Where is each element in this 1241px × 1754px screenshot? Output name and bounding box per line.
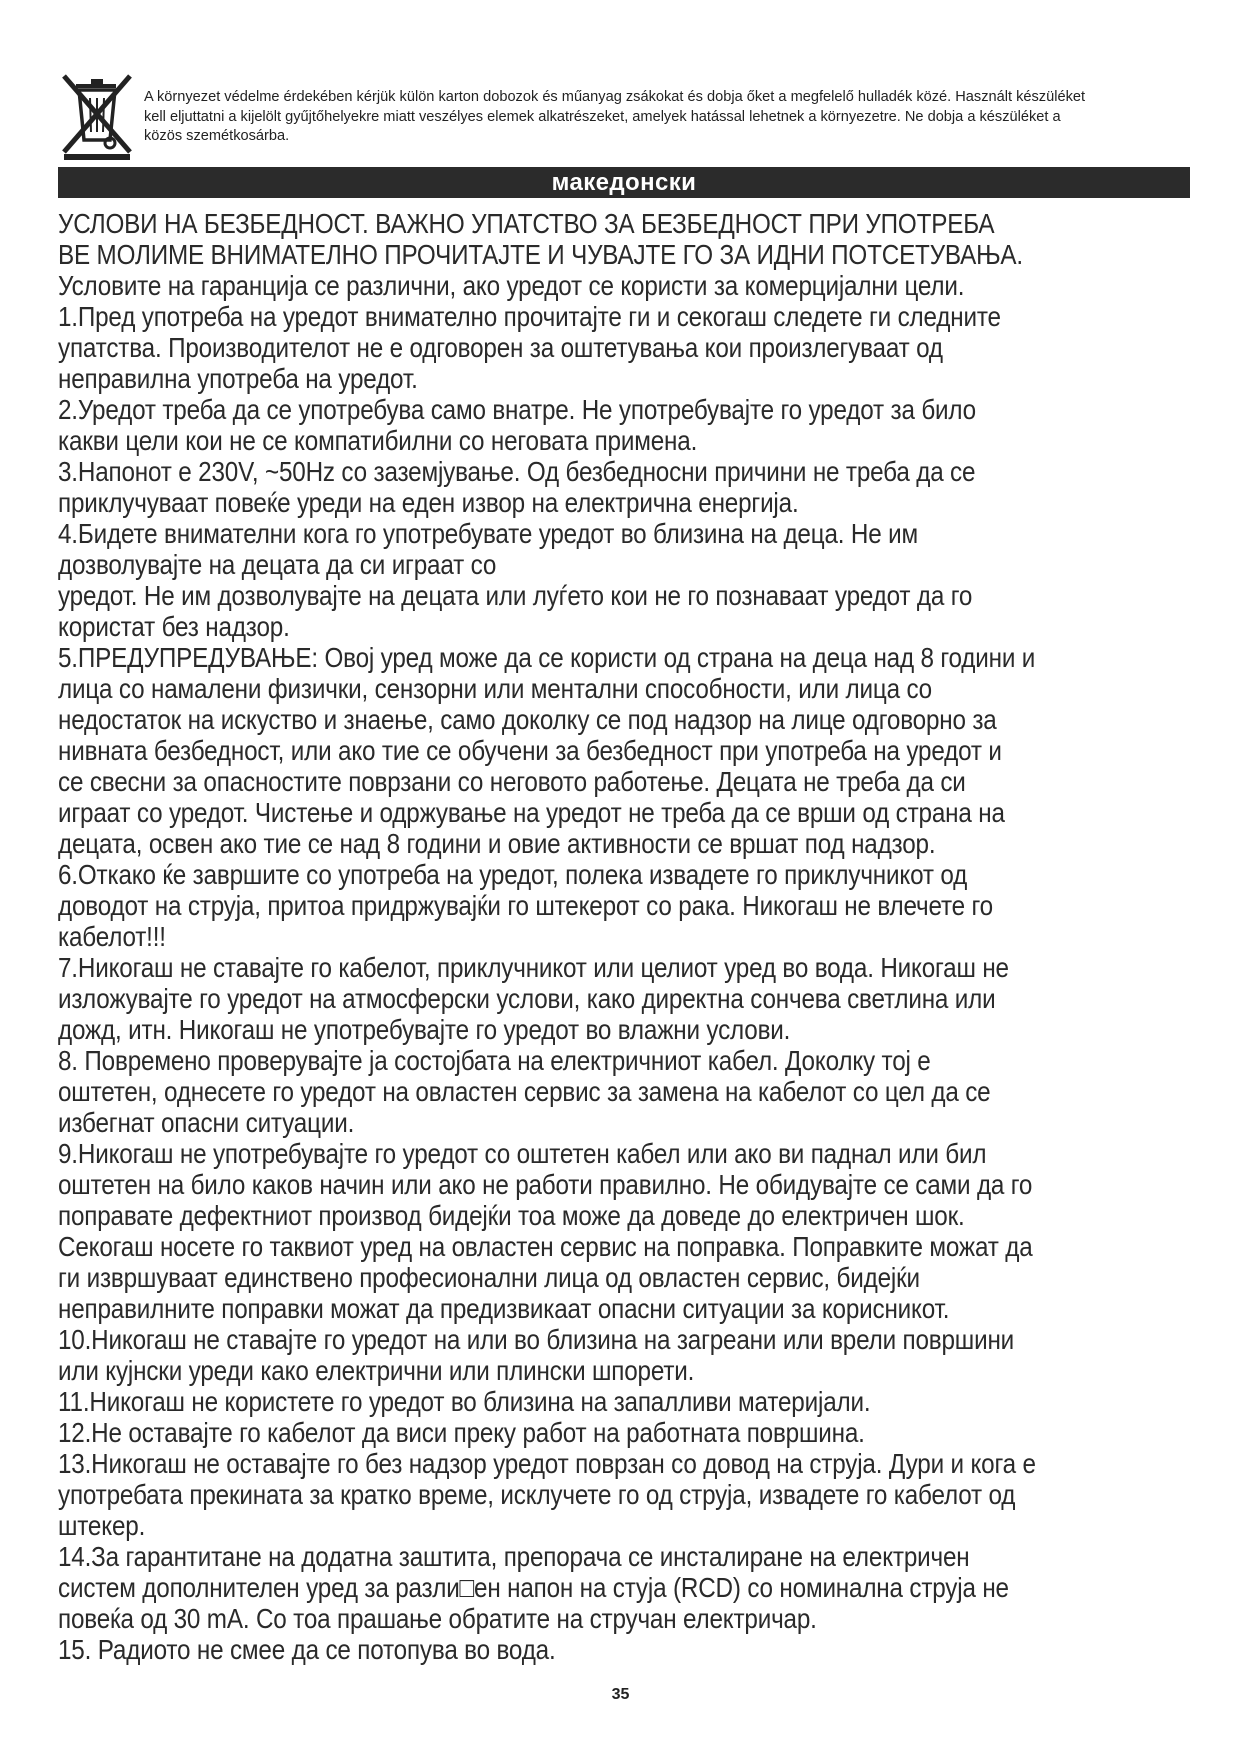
instruction-line: 3.Напонот е 230V, ~50Hz со заземјување. Од безбедносни причини не треба да се bbox=[58, 455, 976, 487]
instruction-line: повеќа од 30 mA. Со тоа прашање обратите на стручан електричар. bbox=[58, 1602, 817, 1634]
disposal-text bbox=[144, 88, 1164, 147]
instruction-line: 10.Никогаш не ставајте го уредот на или во близина на загреани или врели површини bbox=[58, 1323, 1015, 1355]
instruction-line: штекер. bbox=[58, 1509, 146, 1541]
instruction-line: 11.Никогаш не користете го уредот во близина на запалливи материјали. bbox=[58, 1385, 871, 1417]
instruction-line: УСЛОВИ НА БЕЗБЕДНОСТ. ВАЖНО УПАТСТВО ЗА БЕЗБЕДНОСТ ПРИ УПОТРЕБА bbox=[58, 207, 995, 239]
instruction-line: 1.Пред употреба на уредот внимателно прочитајте ги и секогаш следете ги следните bbox=[58, 300, 1001, 332]
instruction-line: 14.За гарантитане на додатна заштита, препорача се инсталиране на електричен bbox=[58, 1540, 970, 1572]
instruction-line: играат со уредот. Чистење и одржување на уредот не треба да се врши од страна на bbox=[58, 796, 1005, 828]
instruction-line: упатства. Производителот не е одговорен за оштетувања кои произлегуваат од bbox=[58, 331, 943, 363]
instruction-line: Условите на гаранција се различни, ако уредот се користи за комерцијални цели. bbox=[58, 269, 965, 301]
instruction-line: дозволувајте на децата да си играат со bbox=[58, 548, 497, 580]
page-number: 35 bbox=[611, 1686, 630, 1703]
instruction-line: Секогаш носете го таквиот уред на овластен сервис на поправка. Поправките можат да bbox=[58, 1230, 1033, 1262]
instruction-line: употребата прекината за кратко време, исклучете го од струја, извадете го кабелот од bbox=[58, 1478, 1016, 1510]
crossed-out-wheelie-bin-icon bbox=[58, 70, 136, 160]
safety-instructions bbox=[58, 208, 1038, 1665]
instruction-line: оштетен на било каков начин или ако не работи правилно. Не обидувајте се сами да го bbox=[58, 1168, 1033, 1200]
instruction-line: 9.Никогаш не употребувајте го уредот со оштетен кабел или ако ви паднал или бил bbox=[58, 1137, 987, 1169]
instruction-line: се свесни за опасностите поврзани со неговото работење. Децата не треба да си bbox=[58, 765, 966, 797]
instruction-line: 15. Радиото не смее да се потопува во вода. bbox=[58, 1633, 556, 1665]
instruction-line: неправилна употреба на уредот. bbox=[58, 362, 418, 394]
instruction-line: 8. Повремено проверувајте ја состојбата на електричниот кабел. Доколку тој е bbox=[58, 1044, 931, 1076]
language-header: македонски bbox=[58, 167, 1190, 198]
instruction-line: доводот на струја, притоа придржувајќи го штекерот со рака. Никогаш не влечете го bbox=[58, 889, 993, 921]
instruction-line: ВЕ МОЛИМЕ ВНИМАТЕЛНО ПРОЧИТАЈТЕ И ЧУВАЈТЕ ГО ЗА ИДНИ ПОТСЕТУВАЊА. bbox=[58, 238, 1024, 270]
instruction-line: недостаток на искуство и знаење, само доколку се под надзор на лице одговорно за bbox=[58, 703, 997, 735]
instruction-line: децата, освен ако тие се над 8 години и овие активности се вршат под надзор. bbox=[58, 827, 936, 859]
instruction-line: изложувајте го уредот на атмосферски услови, како директна сончева светлина или bbox=[58, 982, 996, 1014]
instruction-line: какви цели кои не се компатибилни со неговата примена. bbox=[58, 424, 698, 456]
instruction-line: лица со намалени физички, сензорни или ментални способности, или лица со bbox=[58, 672, 933, 704]
instruction-line: 12.Не оставајте го кабелот да виси преку работ на работната површина. bbox=[58, 1416, 865, 1448]
instruction-line: 7.Никогаш не ставајте го кабелот, приклучникот или целиот уред во вода. Никогаш не bbox=[58, 951, 1009, 983]
instruction-line: оштетен, однесете го уредот на овластен сервис за замена на кабелот со цел да се bbox=[58, 1075, 991, 1107]
instruction-line: 4.Бидете внимателни кога го употребувате уредот во близина на деца. Не им bbox=[58, 517, 918, 549]
disposal-notice bbox=[58, 70, 1190, 164]
instruction-line: уредот. Не им дозволувајте на децата или луѓето кои не го познаваат уредот да го bbox=[58, 579, 973, 611]
instruction-line: кабелот!!! bbox=[58, 920, 166, 952]
instruction-line: нивната безбедност, или ако тие се обучени за безбедност при употреба на уредот и bbox=[58, 734, 1002, 766]
instruction-line: 6.Откако ќе завршите со употреба на уредот, полека извадете го приклучникот од bbox=[58, 858, 968, 890]
instruction-line: користат без надзор. bbox=[58, 610, 290, 642]
instruction-line: поправате дефектниот производ бидејќи тоа може да доведе до електричен шок. bbox=[58, 1199, 965, 1231]
disposal-line: A környezet védelme érdekében kérjük külön karton dobozok és műanyag zsákokat és dobja őket a megfelelő hulladék közé. Használt készüléket bbox=[144, 89, 1086, 105]
instruction-line: систем дополнителен уред за разли□ен напон на стуја (RCD) со номинална струја не bbox=[58, 1571, 1009, 1603]
instruction-line: дожд, итн. Никогаш не употребувајте го уредот во влажни услови. bbox=[58, 1013, 791, 1045]
disposal-line: közös szemétkosárba. bbox=[144, 128, 290, 144]
instruction-line: 2.Уредот треба да се употребува само внатре. Не употребувајте го уредот за било bbox=[58, 393, 976, 425]
disposal-line: kell eljuttatni a kijelölt gyűjtőhelyekre miatt veszélyes elemek alkatrészeket, amelyek hatással lehetnek a környezetre. Ne dobja a készüléket a bbox=[144, 108, 1061, 125]
instruction-line: неправилните поправки можат да предизвикаат опасни ситуации за корисникот. bbox=[58, 1292, 950, 1324]
instruction-line: 13.Никогаш не оставајте го без надзор уредот поврзан со довод на струја. Дури и кога е bbox=[58, 1447, 1036, 1479]
instruction-line: избегнат опасни ситуации. bbox=[58, 1106, 355, 1138]
instruction-line: 5.ПРЕДУПРЕДУВАЊЕ: Овој уред може да се користи од страна на деца над 8 години и bbox=[58, 641, 1036, 673]
instruction-line: ги извршуваат единствено професионални лица од овластен сервис, бидејќи bbox=[58, 1261, 920, 1293]
instruction-line: приклучуваат повеќе уреди на еден извор на електрична енергија. bbox=[58, 486, 799, 518]
instruction-line: или кујнски уреди како електрични или плински шпорети. bbox=[58, 1354, 695, 1386]
